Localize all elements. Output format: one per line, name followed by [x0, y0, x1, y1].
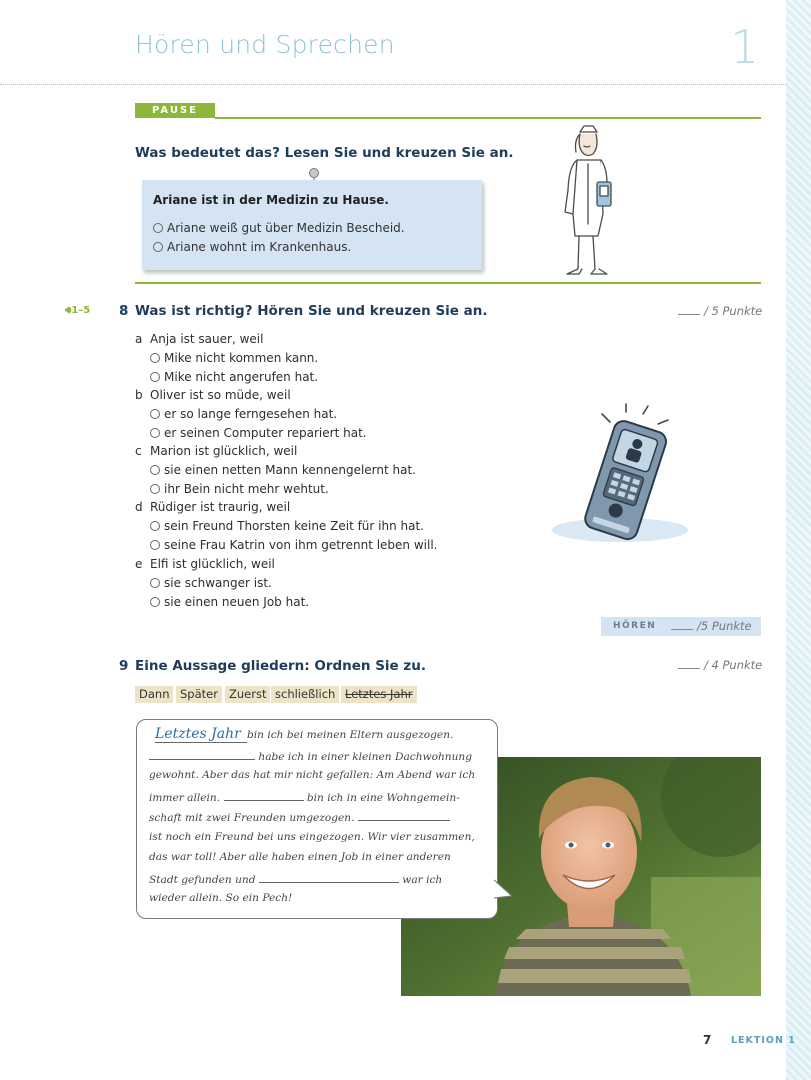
word-chip[interactable]: Dann [135, 686, 173, 703]
radio-circle-icon[interactable] [150, 597, 160, 607]
pause-heading: Was bedeutet das? Lesen Sie und kreuzen Sie an. [135, 145, 514, 161]
speech-bubble-tail [494, 878, 514, 902]
item-option[interactable]: er seinen Computer repariert hat. [150, 426, 367, 440]
text-line: gewohnt. Aber das hat mir nicht gefallen: Am Abend war ich [149, 769, 476, 781]
exercise-9-heading: Eine Aussage gliedern: Ordnen Sie zu. [135, 658, 427, 674]
item-letter: c [135, 444, 142, 458]
item-letter: e [135, 557, 143, 571]
text-line: habe ich in einer kleinen Dachwohnung [258, 751, 473, 763]
radio-circle-icon[interactable] [150, 372, 160, 382]
points-blank[interactable] [671, 629, 693, 630]
item-stem: Elfi ist glücklich, weil [150, 557, 275, 571]
text-line: bin ich bei meinen Eltern ausgezogen. [247, 729, 454, 741]
radio-circle-icon[interactable] [150, 484, 160, 494]
exercise-8-heading: Was ist richtig? Hören Sie und kreuzen Sie an. [135, 303, 488, 319]
item-stem: Anja ist sauer, weil [150, 332, 264, 346]
item-option[interactable]: sie einen neuen Job hat. [150, 595, 309, 609]
ringing-phone-illustration [540, 402, 690, 552]
word-chip-used[interactable]: Letztes Jahr [341, 686, 417, 703]
item-option[interactable]: Mike nicht kommen kann. [150, 351, 318, 365]
handwritten-answer[interactable]: Letztes Jahr [155, 726, 247, 743]
lesson-label: LEKTION 1 [731, 1035, 796, 1046]
text-line: das war toll! Aber alle haben einen Job in einer anderen [149, 851, 451, 863]
radio-circle-icon[interactable] [150, 353, 160, 363]
page-number: 7 [703, 1033, 712, 1047]
radio-circle-icon[interactable] [150, 465, 160, 475]
answer-blank[interactable] [149, 749, 255, 760]
item-option[interactable]: sein Freund Thorsten keine Zeit für ihn hat. [150, 519, 424, 533]
item-stem: Rüdiger ist traurig, weil [150, 500, 291, 514]
text-line: ist noch ein Freund bei uns eingezogen. Wir vier zusammen, [149, 831, 475, 843]
text-line: immer allein. [149, 792, 221, 804]
item-letter: a [135, 332, 143, 346]
radio-circle-icon[interactable] [150, 521, 160, 531]
answer-blank[interactable] [358, 810, 450, 821]
pause-option[interactable]: Ariane wohnt im Krankenhaus. [153, 240, 351, 254]
decorative-side-stripe [786, 0, 811, 1080]
points-blank[interactable] [678, 314, 700, 315]
word-chip[interactable]: schließlich [271, 686, 339, 703]
word-chip[interactable]: Zuerst [225, 686, 270, 703]
text-line: Stadt gefunden und [149, 874, 256, 886]
page-title: Hören und Sprechen [135, 30, 395, 59]
radio-circle-icon[interactable] [150, 540, 160, 550]
exercise-8-number: 8 [119, 303, 129, 319]
text-line: war ich [402, 874, 443, 886]
text-line: bin ich in eine Wohngemein- [306, 792, 460, 804]
hoeren-points: /5 Punkte [671, 619, 752, 633]
chapter-number: 1 [730, 20, 760, 74]
speaker-icon[interactable]: 🔊︎ [65, 305, 72, 316]
audio-track[interactable]: 🔊︎1–5 [65, 305, 91, 316]
points-blank[interactable] [678, 668, 700, 669]
hoeren-label: HÖREN [613, 621, 657, 631]
pause-card-title: Ariane ist in der Medizin zu Hause. [153, 193, 389, 207]
header-divider [0, 84, 786, 85]
radio-circle-icon[interactable] [150, 409, 160, 419]
item-option[interactable]: er so lange ferngesehen hat. [150, 407, 337, 421]
item-option[interactable]: Mike nicht angerufen hat. [150, 370, 318, 384]
pause-bottom-divider [135, 282, 761, 284]
item-letter: b [135, 388, 143, 402]
exercise-9-number: 9 [119, 658, 129, 674]
hoeren-score-box [601, 617, 761, 636]
pause-option[interactable]: Ariane weiß gut über Medizin Bescheid. [153, 221, 405, 235]
pause-divider [215, 117, 761, 119]
item-option[interactable]: sie einen netten Mann kennengelernt hat. [150, 463, 416, 477]
radio-circle-icon[interactable] [150, 578, 160, 588]
text-line: schaft mit zwei Freunden umgezogen. [149, 812, 355, 824]
text-line: wieder allein. So ein Pech! [149, 892, 293, 904]
answer-blank[interactable] [224, 790, 304, 801]
item-letter: d [135, 500, 143, 514]
answer-blank[interactable] [259, 872, 399, 883]
item-stem: Marion ist glücklich, weil [150, 444, 298, 458]
pause-card [142, 180, 482, 270]
item-stem: Oliver ist so müde, weil [150, 388, 291, 402]
exercise-8-points: / 5 Punkte [678, 304, 762, 318]
item-option[interactable]: sie schwanger ist. [150, 576, 272, 590]
nurse-illustration [553, 124, 623, 279]
pause-tag: PAUSE [135, 103, 215, 118]
item-option[interactable]: seine Frau Katrin von ihm getrennt leben will. [150, 538, 437, 552]
word-chip[interactable]: Später [176, 686, 222, 703]
radio-circle-icon[interactable] [153, 242, 163, 252]
speech-bubble [136, 719, 498, 919]
radio-circle-icon[interactable] [153, 223, 163, 233]
radio-circle-icon[interactable] [150, 428, 160, 438]
exercise-9-points: / 4 Punkte [678, 658, 762, 672]
item-option[interactable]: ihr Bein nicht mehr wehtut. [150, 482, 329, 496]
